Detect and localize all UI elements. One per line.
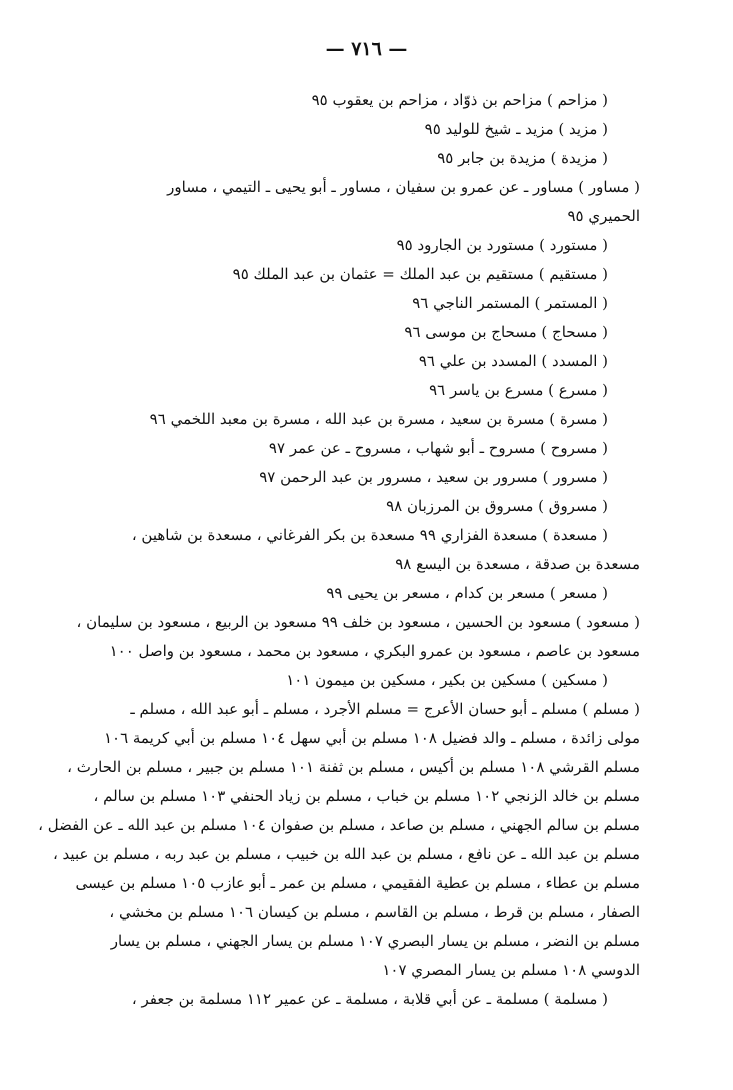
index-line: ( مسعود ) مسعود بن الحسين ، مسعود بن خلف ٩٩ مسعود بن الربيع ، مسعود بن سليمان ، bbox=[76, 613, 640, 631]
index-line: ( مسعر ) مسعر بن كدام ، مسعر بن يحيى ٩٩ bbox=[326, 584, 608, 602]
index-line: الدوسي ١٠٨ مسلم بن يسار المصري ١٠٧ bbox=[382, 961, 640, 979]
index-line: ( مستقيم ) مستقيم بن عبد الملك = عثمان بن عبد الملك ٩٥ bbox=[232, 265, 608, 283]
index-line: ( مزيد ) مزيد ـ شيخ للوليد ٩٥ bbox=[424, 120, 608, 138]
index-line: ( مسلم ) مسلم ـ أبو حسان الأعرج = مسلم الأجرد ، مسلم ـ أبو عبد الله ، مسلم ـ bbox=[130, 700, 640, 718]
index-line: ( مزيدة ) مزيدة بن جابر ٩٥ bbox=[437, 149, 608, 167]
index-line: ( مسرة ) مسرة بن سعيد ، مسرة بن عبد الله ، مسرة بن معبد اللخمي ٩٦ bbox=[149, 410, 608, 428]
index-line: ( مسروح ) مسروح ـ أبو شهاب ، مسروح ـ عن عمر ٩٧ bbox=[268, 439, 608, 457]
index-line: ( مسرع ) مسرع بن ياسر ٩٦ bbox=[429, 381, 608, 399]
index-line: ( مستورد ) مستورد بن الجارود ٩٥ bbox=[396, 236, 608, 254]
index-line: ( مسكين ) مسكين بن بكير ، مسكين بن ميمون ١٠١ bbox=[286, 671, 608, 689]
index-line: مسلم بن خالد الزنجي ١٠٢ مسلم بن خباب ، مسلم بن زياد الحنفي ١٠٣ مسلم بن سالم ، bbox=[93, 787, 640, 805]
index-line: مسلم بن عطاء ، مسلم بن عطية الفقيمي ، مسلم بن عمر ـ أبو عازب ١٠٥ مسلم بن عيسى bbox=[75, 874, 640, 892]
index-line: مولى زائدة ، مسلم ـ والد فضيل ١٠٨ مسلم بن أبي سهل ١٠٤ مسلم بن أبي كريمة ١٠٦ bbox=[103, 729, 640, 747]
index-line: ( مسحاج ) مسحاج بن موسى ٩٦ bbox=[404, 323, 608, 341]
index-line: مسلم القرشي ١٠٨ مسلم بن أكيس ، مسلم بن ثفنة ١٠١ مسلم بن جبير ، مسلم بن الحارث ، bbox=[67, 758, 640, 776]
index-line: الصفار ، مسلم بن قرط ، مسلم بن القاسم ، مسلم بن كيسان ١٠٦ مسلم بن مخشي ، bbox=[109, 903, 640, 921]
index-line: ( المستمر ) المستمر الناجي ٩٦ bbox=[412, 294, 608, 312]
index-entries bbox=[38, 86, 640, 1014]
index-line: مسلم بن سالم الجهني ، مسلم بن صاعد ، مسلم بن صفوان ١٠٤ مسلم بن عبد الله ـ عن الفضل ، bbox=[38, 816, 640, 834]
index-line: ( مسلمة ) مسلمة ـ عن أبي قلابة ، مسلمة ـ عن عمير ١١٢ مسلمة بن جعفر ، bbox=[131, 990, 608, 1008]
page-number: — ٧١٦ — bbox=[325, 38, 408, 60]
index-line: مسلم بن النضر ، مسلم بن يسار البصري ١٠٧ مسلم بن يسار الجهني ، مسلم بن يسار bbox=[110, 932, 640, 950]
index-line: الحميري ٩٥ bbox=[567, 207, 640, 225]
index-line: مسلم بن عبد الله ـ عن نافع ، مسلم بن عبد الله بن خبيب ، مسلم بن عبد ربه ، مسلم بن عبيد ، bbox=[52, 845, 640, 863]
index-line: مسعود بن عاصم ، مسعود بن عمرو البكري ، مسعود بن محمد ، مسعود بن واصل ١٠٠ bbox=[109, 642, 640, 660]
index-line: ( مزاحم ) مزاحم بن ذوّاد ، مزاحم بن يعقوب ٩٥ bbox=[311, 91, 608, 109]
index-line: ( مساور ) مساور ـ عن عمرو بن سفيان ، مساور ـ أبو يحيى ـ التيمي ، مساور bbox=[167, 178, 640, 196]
index-line: ( مسروق ) مسروق بن المرزبان ٩٨ bbox=[386, 497, 608, 515]
index-line: ( مسرور ) مسرور بن سعيد ، مسرور بن عبد الرحمن ٩٧ bbox=[259, 468, 608, 486]
index-line: ( المسدد ) المسدد بن علي ٩٦ bbox=[418, 352, 608, 370]
index-line: ( مسعدة ) مسعدة الفزاري ٩٩ مسعدة بن بكر الفرغاني ، مسعدة بن شاهين ، bbox=[131, 526, 608, 544]
index-line: مسعدة بن صدقة ، مسعدة بن اليسع ٩٨ bbox=[395, 555, 640, 573]
